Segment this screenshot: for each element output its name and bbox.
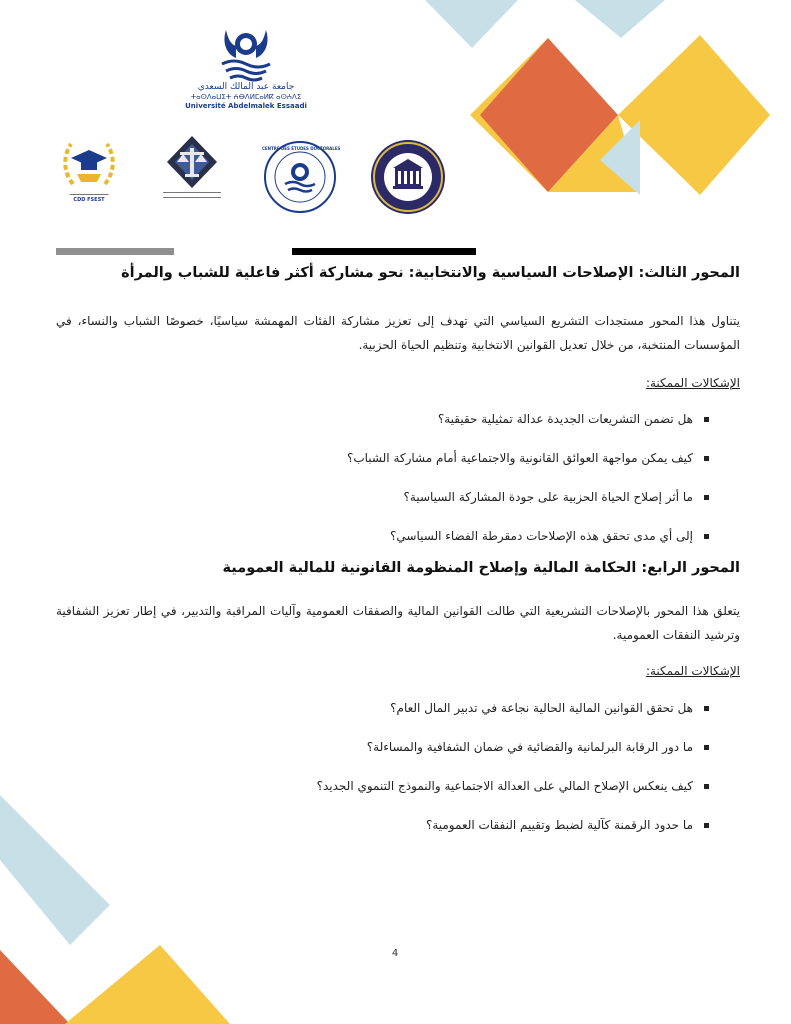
- red-diamond: [480, 38, 618, 192]
- club-label: CDD FSEST: [73, 197, 105, 203]
- doctoral-centre-label: CENTRE DES ÉTUDES DOCTORALES: [262, 146, 341, 151]
- section-4-list: [56, 699, 740, 834]
- blue-sliver: [600, 120, 640, 195]
- top-light-blue-triangle: [425, 0, 518, 48]
- bottom-left-red-triangle: [0, 950, 70, 1024]
- black-separator-bar: [292, 248, 476, 255]
- page-number: 4: [391, 948, 399, 959]
- list-item: إلى أي مدى تحقق هذه الإصلاحات دمقرطة الفضاء السياسي؟: [56, 527, 709, 545]
- section-4-title: المحور الرابع: الحكامة المالية وإصلاح المنظومة القانونية للمالية العمومية: [222, 560, 740, 576]
- bottom-yellow-triangle: [548, 115, 640, 192]
- club-logo: [56, 136, 122, 203]
- university-emblem-icon: [218, 24, 274, 82]
- laurel-graduation-cap-icon: [59, 136, 119, 192]
- university-name-tifinagh: ⵜⴰⵙⴷⴰⵡⵉⵜ ⵄⴱⴷⵍⵎⴰⵍⴽ ⴰⵙⵄⴷⵉ: [190, 93, 302, 101]
- list-item: هل تضمن التشريعات الجديدة عدالة تمثيلية حقيقية؟: [56, 410, 709, 428]
- university-logo: [185, 24, 307, 111]
- section-4-subhead: الإشكالات الممكنة:: [645, 664, 740, 678]
- section-3-list: [56, 410, 740, 545]
- gray-separator-bar: [56, 248, 174, 255]
- list-item: كيف ينعكس الإصلاح المالي على العدالة الاجتماعية والنموذج التنموي الجديد؟: [56, 777, 709, 795]
- university-name-fr: Université Abdelmalek Essaadi: [185, 102, 307, 110]
- section-3-subhead: الإشكالات الممكنة:: [645, 376, 740, 390]
- list-item: كيف يمكن مواجهة العوائق القانونية والاجتماعية أمام مشاركة الشباب؟: [56, 449, 709, 467]
- section-3-paragraph: يتناول هذا المحور مستجدات التشريع السياسي التي تهدف إلى تعزيز مشاركة الفئات المهمشة سياسيًا، خصوصًا الشباب والنساء، في المؤسسات المنتخبة، من خلال تعديل القوانين الانتخابية وتنظيم الحياة الحزبية.: [56, 314, 740, 352]
- faculty-subtitle-line-1: ━━━━━━━━━━━━━━━━━━━━━━━━: [163, 190, 221, 195]
- university-name-ar: جامعة عبد المالك السعدي: [197, 82, 295, 92]
- section-3-title: المحور الثالث: الإصلاحات السياسية والانتخابية: نحو مشاركة أكثر فاعلية للشباب والمرأة: [121, 265, 740, 281]
- left-yellow-diamond-half: [470, 38, 548, 192]
- bottom-yellow-triangle-lower: [65, 945, 230, 1024]
- laboratory-seal-logo: [368, 138, 448, 216]
- scales-of-justice-icon: [165, 134, 219, 190]
- faculty-logo: [140, 134, 244, 200]
- right-yellow-diamond: [618, 35, 770, 195]
- club-subtitle-line: ━━━━━━━━━━━━━━━━: [69, 192, 109, 197]
- laboratory-seal-icon: [369, 138, 447, 216]
- doctoral-centre-logo: [262, 140, 341, 214]
- list-item: هل تحقق القوانين المالية الحالية نجاعة في تدبير المال العام؟: [56, 699, 709, 717]
- main-content: [56, 262, 740, 855]
- faculty-subtitle-line-2: ━━━━━━━━━━━━━━━━━━━━━━━━: [163, 195, 221, 200]
- section-4-paragraph: يتعلق هذا المحور بالإصلاحات التشريعية التي طالت القوانين المالية والصفقات العمومية وآليات المراقبة والتدبير، في إطار تعزيز الشفافية وترشيد النفقات العمومية.: [56, 604, 740, 642]
- list-item: ما أثر إصلاح الحياة الحزبية على جودة المشاركة السياسية؟: [56, 488, 709, 506]
- list-item: ما حدود الرقمنة كآلية لضبط وتقييم النفقات العمومية؟: [56, 816, 709, 834]
- list-item: ما دور الرقابة البرلمانية والقضائية في ضمان الشفافية والمساءلة؟: [56, 738, 709, 756]
- top-right-light-blue-triangle: [575, 0, 665, 38]
